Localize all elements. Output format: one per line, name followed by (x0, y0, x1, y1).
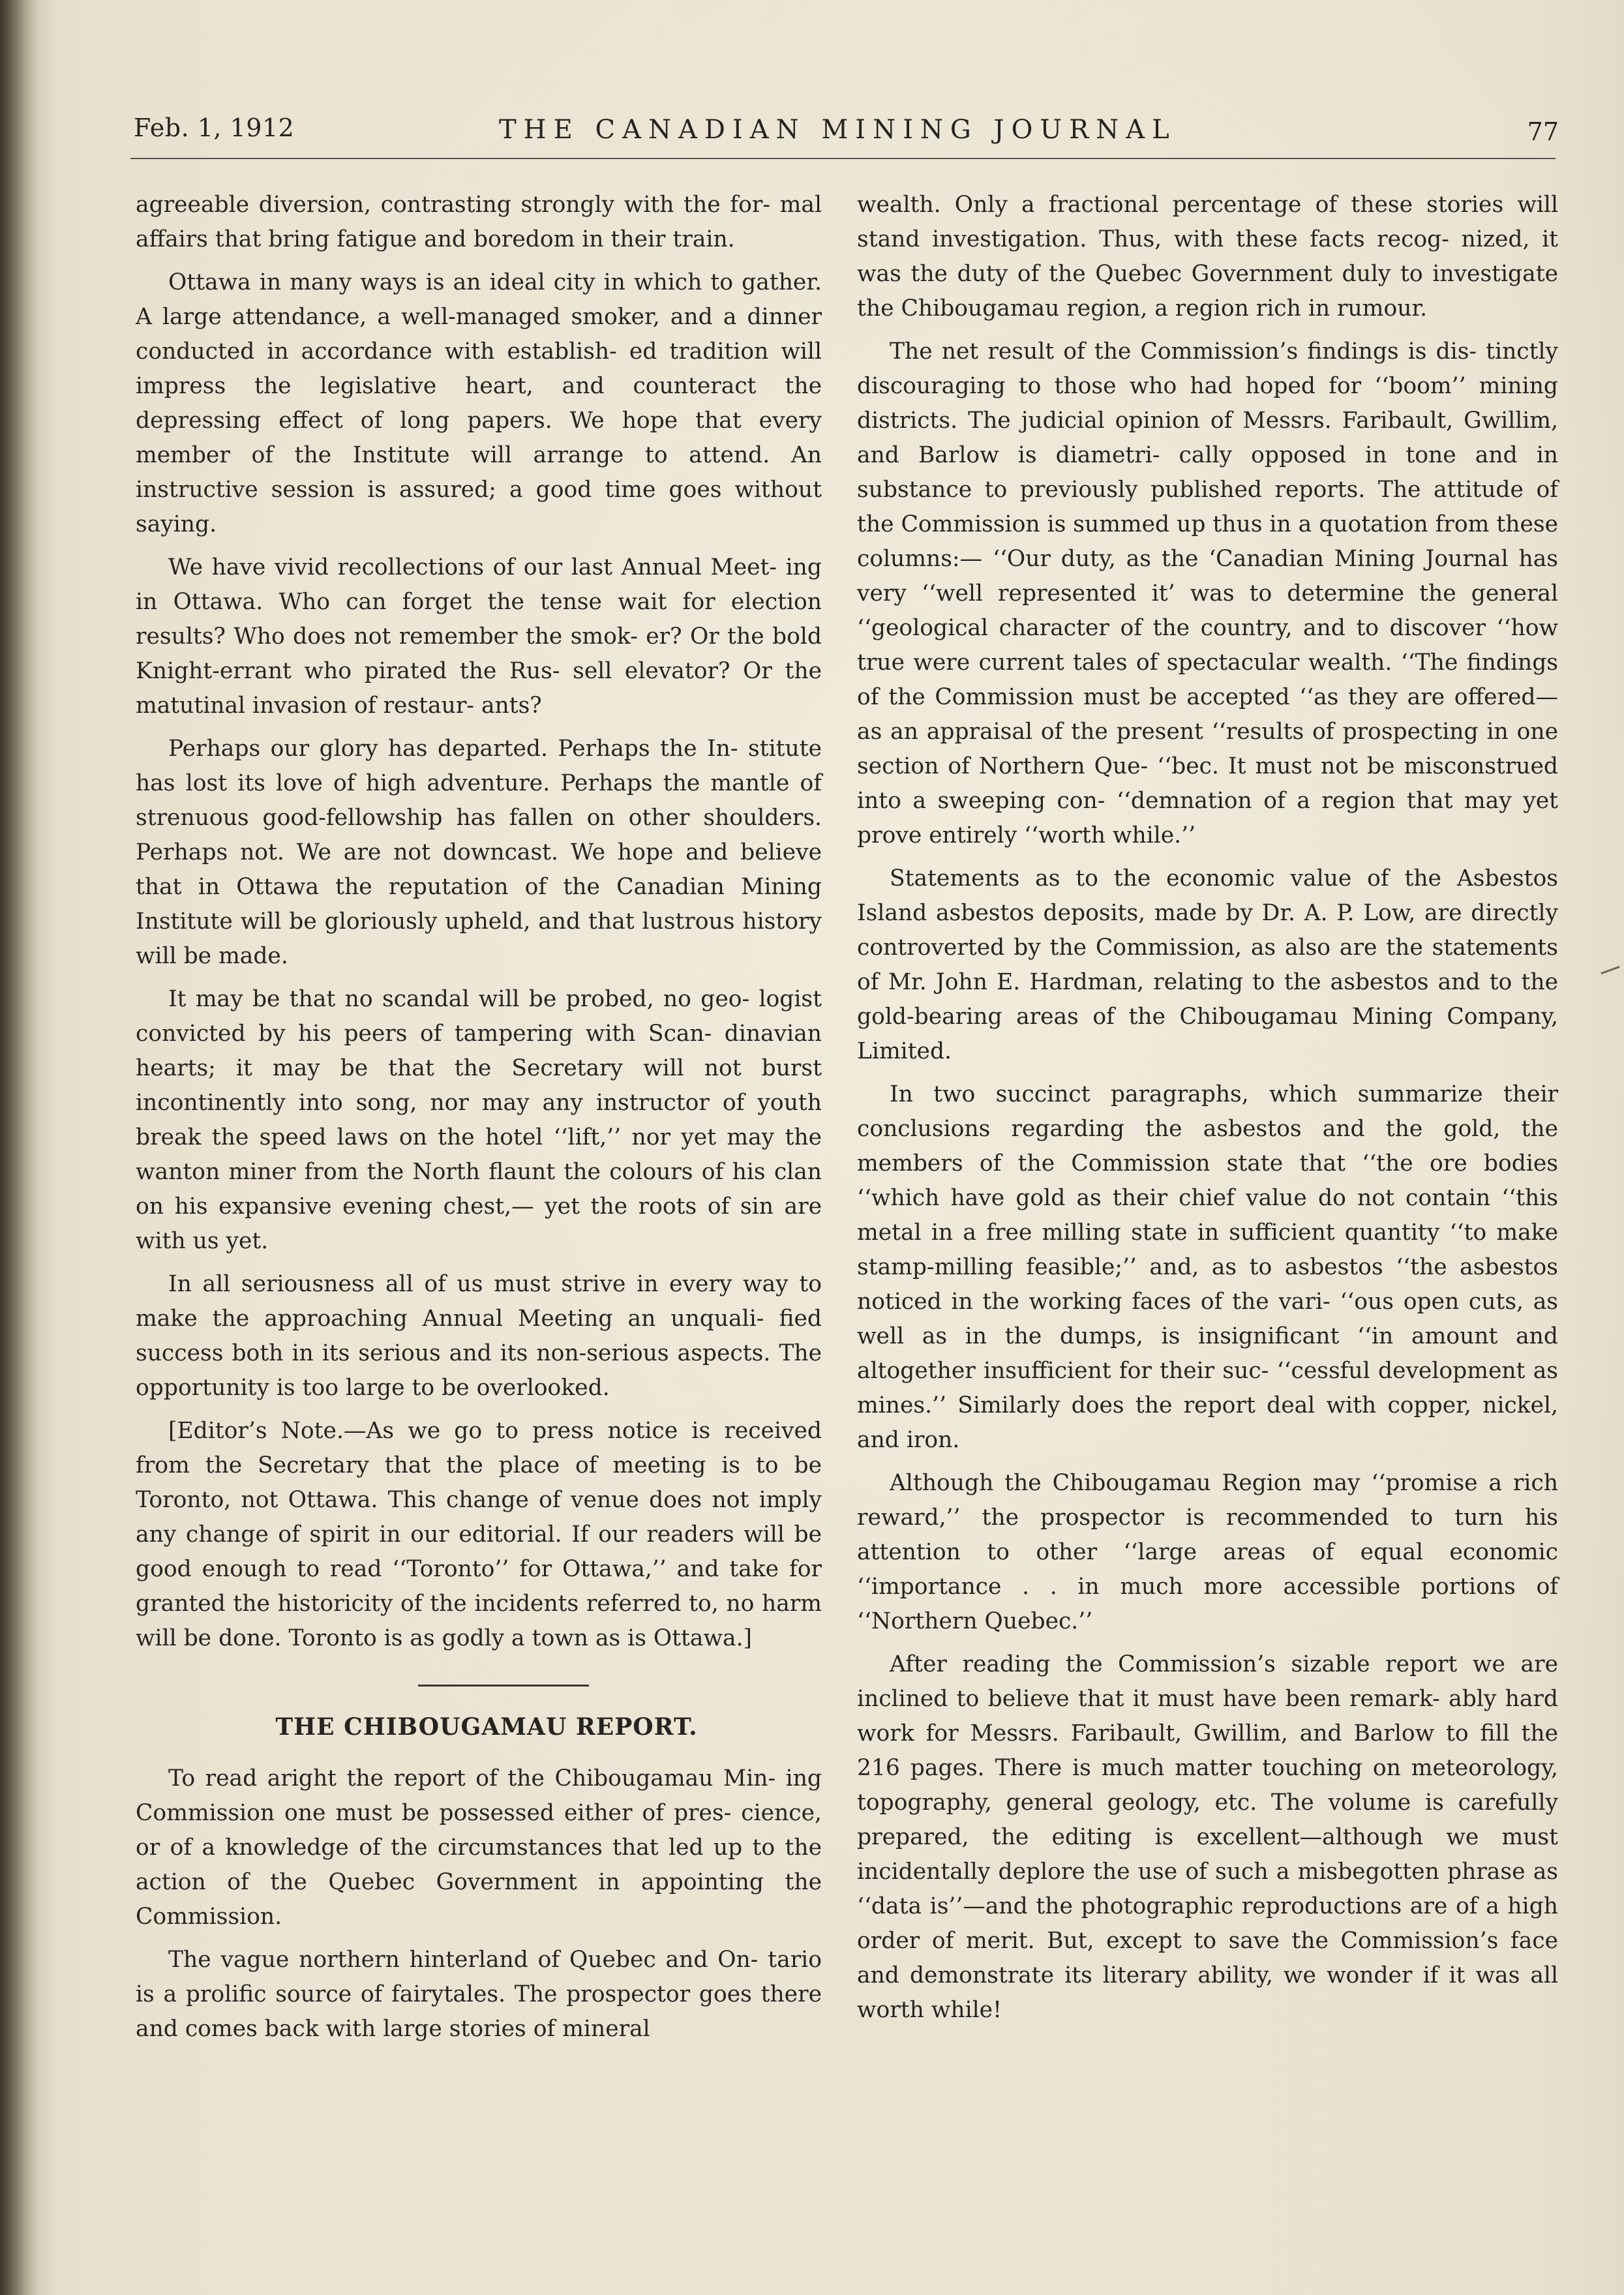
journal-title: THE CANADIAN MINING JOURNAL (499, 115, 1177, 145)
left-column (136, 188, 822, 2055)
paragraph: It may be that no scandal will be probed, no geo- logist convicted by his peers of tampering with Scan- dinavian hearts; it may be that the Secretary will not burst incontinently into song, nor may any instructor of youth break the speed laws on the hotel ‘‘lift,’’ nor yet may the wanton miner from the North flaunt the colours of his clan on his expansive evening chest,— yet the roots of sin are with us yet. (136, 986, 822, 1254)
paragraph: The net result of the Commission’s findings is dis- tinctly discouraging to those who had hoped for ‘‘boom’’ mining districts. The judicial opinion of Messrs. Faribault, Gwillim, and Barlow is diametri- cally opposed in tone and in substance to previously published reports. The attitude of the Commission is summed up thus in a quotation from these columns:— ‘‘Our duty, as the ‘Canadian Mining Journal has very ‘‘well represented it’ was to determine the general ‘‘geological character of the country, and to discover ‘‘how true were current tales of spectacular wealth. ‘‘The findings of the Commission must be accepted ‘‘as they are offered—as an appraisal of the present ‘‘results of prospecting in one section of Northern Que- ‘‘bec. It must not be misconstrued into a sweeping con- ‘‘demnation of a region that may yet prove entirely ‘‘worth while.’’ (857, 338, 1558, 848)
paragraph: The vague northern hinterland of Quebec and On- tario is a prolific source of fairytales. The prospector goes there and comes back with large stories of mineral (136, 1947, 822, 2042)
binding-shadow (0, 0, 39, 2295)
paragraph: Perhaps our glory has departed. Perhaps the In- stitute has lost its love of high adventure. Perhaps the mantle of strenuous good-fellowship has fallen on other shoulders. Perhaps not. We are not downcast. We hope and believe that in Ottawa the reputation of the Canadian Mining Institute will be gloriously upheld, and that lustrous history will be made. (136, 736, 822, 969)
section-heading: THE CHIBOUGAMAU REPORT. (275, 1713, 698, 1741)
right-column (857, 188, 1558, 2036)
paragraph: wealth. Only a fractional percentage of these stories will stand investigation. Thus, with these facts recog- nized, it was the duty of the Quebec Government duly to investigate the Chibougamau region, a region rich in rumour. (857, 192, 1558, 322)
paragraph: To read aright the report of the Chibougamau Min- ing Commission one must be possessed either of pres- cience, or of a knowledge of the circumstances that led up to the action of the Quebec Government in appointing the Commission. (136, 1765, 822, 1930)
paragraph: In two succinct paragraphs, which summarize their conclusions regarding the asbestos and the gold, the members of the Commission state that ‘‘the ore bodies ‘‘which have gold as their chief value do not contain ‘‘this metal in a free milling state in sufficient quantity ‘‘to make stamp-milling feasible;’’ and, as to asbestos ‘‘the asbestos noticed in the working faces of the vari- ‘‘ous open cuts, as well as in the dumps, is insignificant ‘‘in amount and altogether insufficient for their suc- ‘‘cessful development as mines.’’ Similarly does the report deal with copper, nickel, and iron. (857, 1081, 1558, 1453)
paragraph: Ottawa in many ways is an ideal city in which to gather. A large attendance, a well-managed smoker, and a dinner conducted in accordance with establish- ed tradition will impress the legislative heart, and counteract the depressing effect of long papers. We hope that every member of the Institute will arrange to attend. An instructive session is assured; a good time goes without saying. (136, 269, 822, 537)
section-divider (418, 1685, 589, 1687)
margin-pencil-mark (1601, 966, 1619, 974)
paragraph: We have vivid recollections of our last Annual Meet- ing in Ottawa. Who can forget the tense wait for election results? Who does not remember the smok- er? Or the bold Knight-errant who pirated the Rus- sell elevator? Or the matutinal invasion of restaur- ants? (136, 554, 822, 719)
paragraph: After reading the Commission’s sizable report we are inclined to believe that it must have been remark- ably hard work for Messrs. Faribault, Gwillim, and Barlow to fill the 216 pages. There is much matter touching on meteorology, topography, general geology, etc. The volume is carefully prepared, the editing is excellent—although we must incidentally deplore the use of such a misbegotten phrase as ‘‘data is’’—and the photographic reproductions are of a high order of merit. But, except to save the Commission’s face and demonstrate its literary ability, we wonder if it was all worth while! (857, 1651, 1558, 2023)
paragraph: Statements as to the economic value of the Asbestos Island asbestos deposits, made by Dr. A. P. Low, are directly controverted by the Commission, as also are the statements of Mr. John E. Hardman, relating to the asbestos and to the gold-bearing areas of the Chibougamau Mining Company, Limited. (857, 865, 1558, 1064)
running-header (134, 110, 1559, 155)
paragraph: In all seriousness all of us must strive in every way to make the approaching Annual Meeting an unquali- fied success both in its serious and its non-serious aspects. The opportunity is too large to be overlooked. (136, 1271, 822, 1401)
header-rule (130, 158, 1556, 159)
page-number: 77 (1527, 117, 1559, 146)
paragraph: Although the Chibougamau Region may ‘‘promise a rich reward,’’ the prospector is recommended to turn his attention to other ‘‘large areas of equal economic ‘‘importance . . in much more accessible portions of ‘‘Northern Quebec.’’ (857, 1470, 1558, 1634)
issue-date: Feb. 1, 1912 (134, 113, 295, 142)
editors-note: [Editor’s Note.—As we go to press notice is received from the Secretary that the place of meeting is to be Toronto, not Ottawa. This change of venue does not imply any change of spirit in our editorial. If our readers will be good enough to read ‘‘Toronto’’ for Ottawa,’’ and take for granted the historicity of the incidents referred to, no harm will be done. Toronto is as godly a town as is Ottawa.] (136, 1418, 822, 1651)
paragraph: agreeable diversion, contrasting strongly with the for- mal affairs that bring fatigue and boredom in their train. (136, 192, 822, 252)
